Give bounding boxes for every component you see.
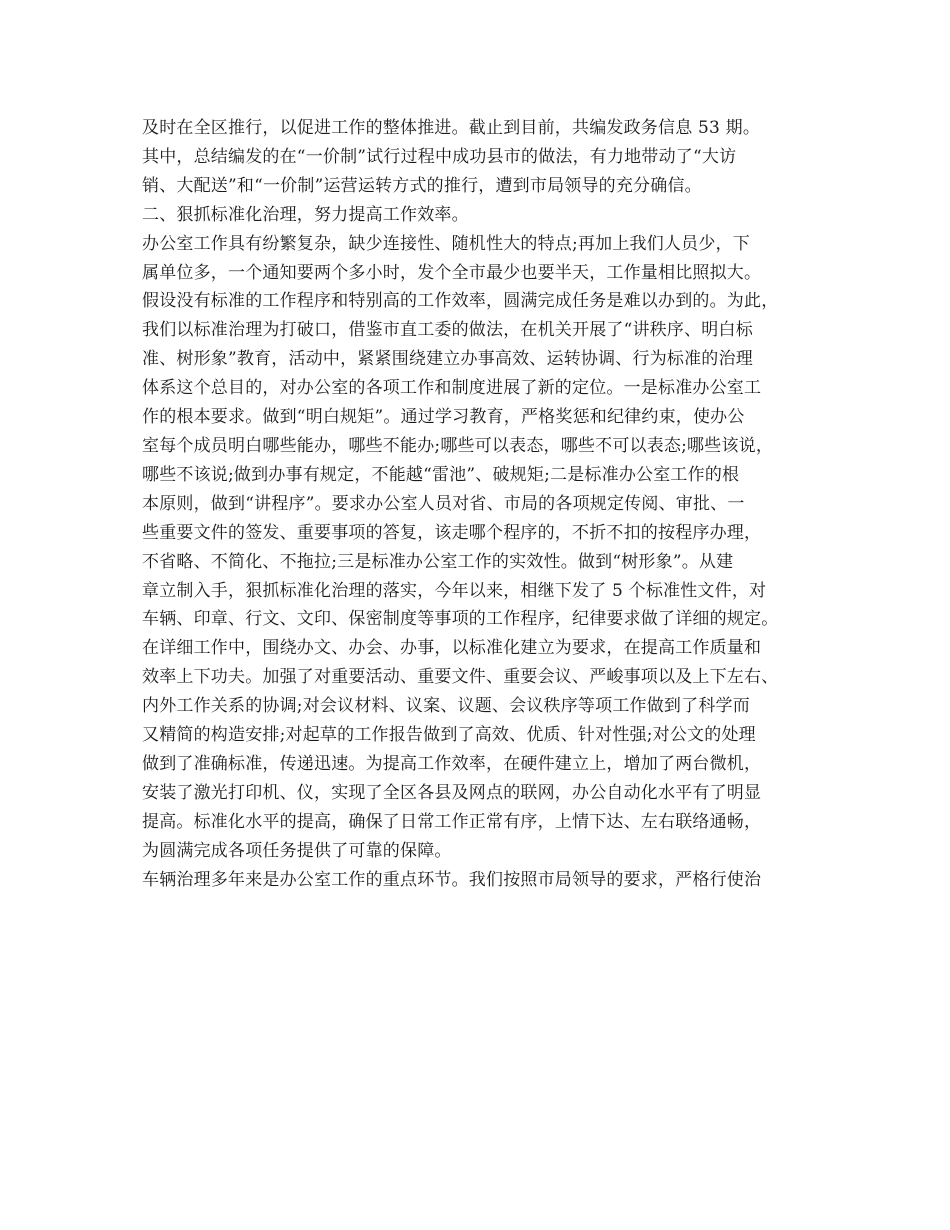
text-line: 车辆治理多年来是办公室工作的重点环节。我们按照市局领导的要求，严格行使治 [142, 869, 762, 890]
text-line: 假设没有标准的工作程序和特别高的工作效率，圆满完成任务是难以办到的。为此， [142, 291, 779, 312]
text-line: 哪些不该说;做到办事有规定，不能越“雷池”、破规矩;二是标准办公室工作的根 [142, 464, 740, 485]
text-line: 室每个成员明白哪些能办，哪些不能办;哪些可以表态，哪些不可以表态;哪些该说， [142, 435, 774, 456]
text-line: 作的根本要求。做到“明白规矩”。通过学习教育，严格奖惩和纪律约束，使办公 [142, 407, 745, 428]
text-line: 办公室工作具有纷繁复杂，缺少连接性、随机性大的特点;再加上我们人员少，下 [142, 233, 750, 254]
section-heading: 二、狠抓标准化治理，努力提高工作效率。 [142, 204, 469, 225]
text-line: 些重要文件的签发、重要事项的答复，该走哪个程序的，不折不扣的按程序办理， [142, 522, 762, 543]
text-line: 做到了准确标准，传递迅速。为提高工作效率，在硬件建立上，增加了两台微机， [142, 753, 762, 774]
body-text [142, 114, 842, 894]
text-line: 准、树形象”教育，活动中，紧紧围绕建立办事高效、运转协调、行为标准的治理 [142, 349, 753, 370]
text-line: 效率上下功夫。加强了对重要活动、重要文件、重要会议、严峻事项以及上下左右、 [142, 667, 779, 688]
text-line: 安装了激光打印机、仪，实现了全区各县及网点的联网，办公自动化水平有了明显 [142, 782, 762, 803]
text-line: 为圆满完成各项任务提供了可靠的保障。 [142, 840, 452, 861]
text-line: 本原则，做到“讲程序”。要求办公室人员对省、市局的各项规定传阅、审批、一 [142, 493, 745, 514]
text-line: 内外工作关系的协调;对会议材料、议案、议题、会议秩序等项工作做到了科学而 [142, 696, 750, 717]
text-line: 其中，总结编发的在“一价制”试行过程中成功县市的做法，有力地带动了“大访 [142, 146, 737, 167]
text-line: 车辆、印章、行文、文印、保密制度等事项的工作程序，纪律要求做了详细的规定。 [142, 609, 779, 630]
text-line: 销、大配送”和“一价制”运营运转方式的推行，遭到市局领导的充分确信。 [142, 175, 702, 196]
text-line: 体系这个总目的，对办公室的各项工作和制度进展了新的定位。一是标准办公室工 [142, 378, 762, 399]
text-line: 在详细工作中，围绕办文、办会、办事，以标准化建立为要求，在提高工作质量和 [142, 638, 762, 659]
text-line: 章立制入手，狠抓标准化治理的落实，今年以来，相继下发了 5 个标准性文件，对 [142, 580, 767, 601]
text-line: 及时在全区推行，以促进工作的整体推进。截止到目前，共编发政务信息 53 期。 [142, 118, 761, 138]
text-line: 提高。标准化水平的提高，确保了日常工作正常有序，上情下达、左右联络通畅， [142, 811, 762, 832]
text-line: 又精简的构造安排;对起草的工作报告做到了高效、优质、针对性强;对公文的处理 [142, 725, 756, 746]
text-line: 不省略、不简化、不拖拉;三是标准办公室工作的实效性。做到“树形象”。从建 [142, 551, 734, 572]
text-line: 我们以标准治理为打破口，借鉴市直工委的做法，在机关开展了“讲秩序、明白标 [142, 320, 753, 341]
text-line: 属单位多，一个通知要两个多小时，发个全市最少也要半天，工作量相比照拟大。 [142, 262, 762, 283]
